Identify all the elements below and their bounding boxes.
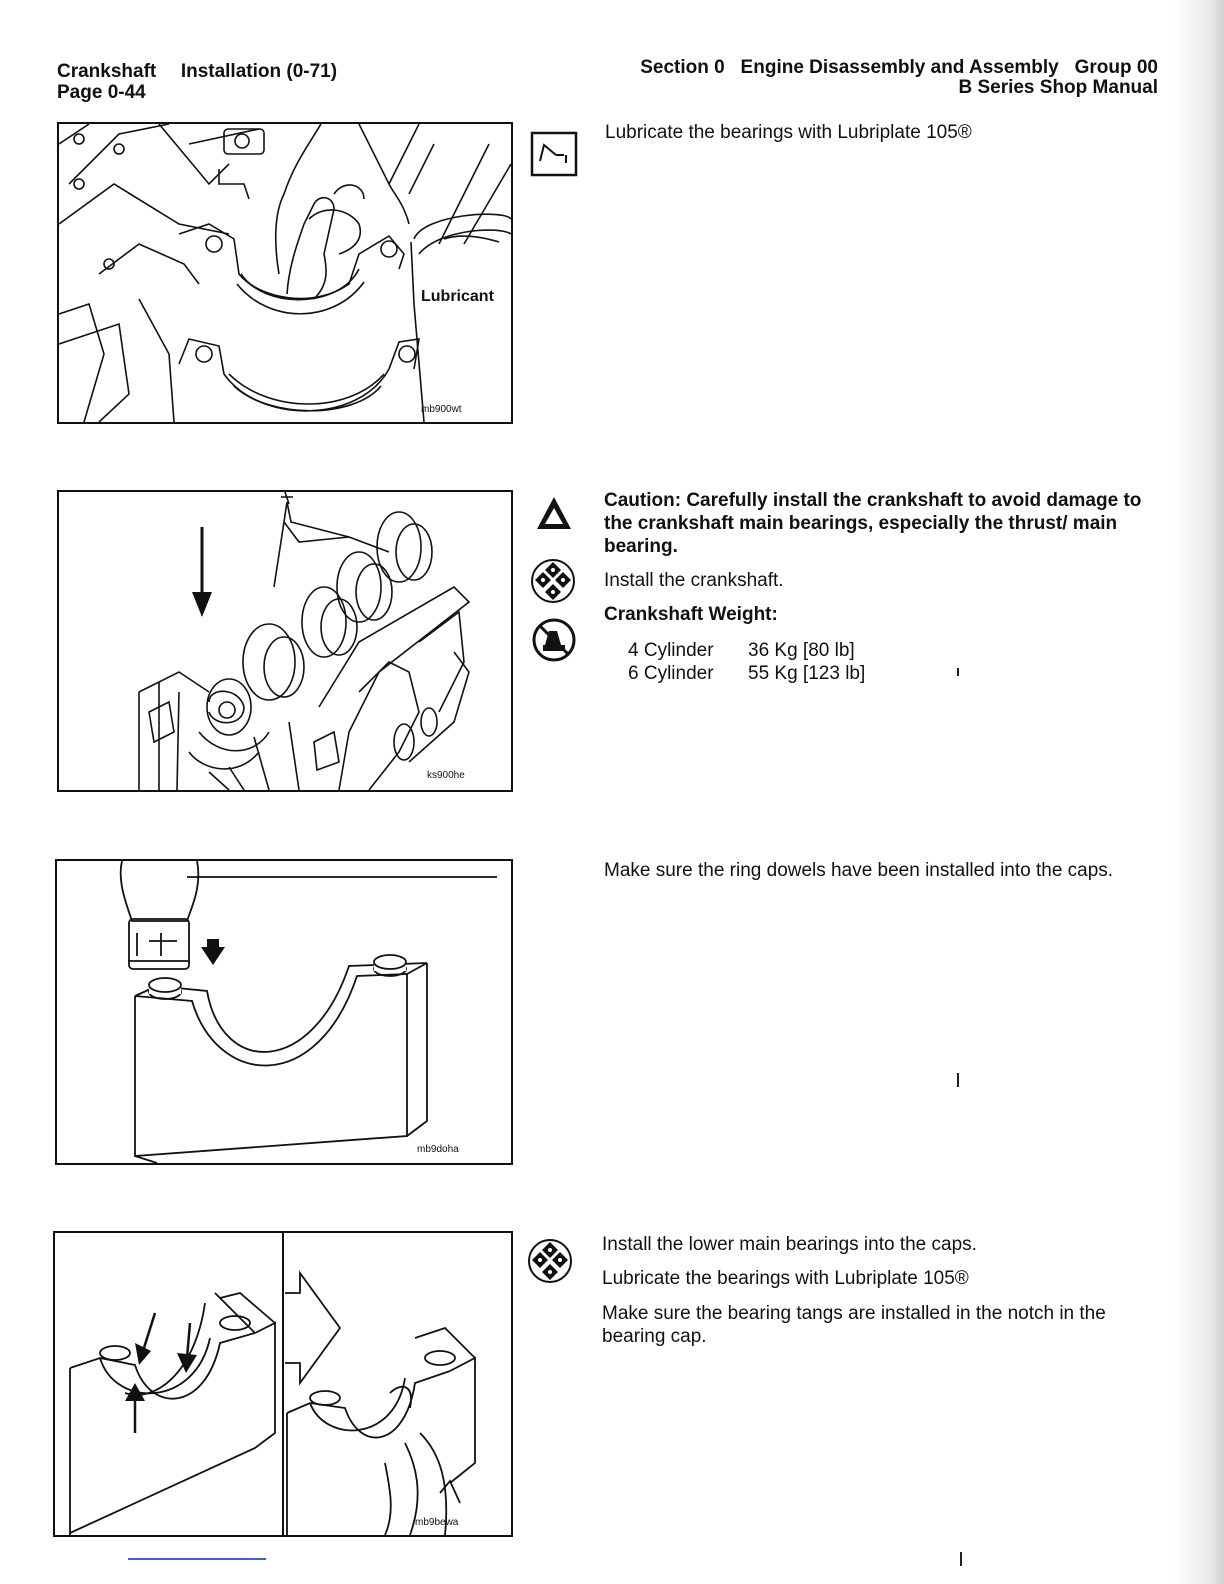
- figure-code: mb900wt: [421, 404, 462, 415]
- figure-crankshaft-drawing: [59, 492, 511, 790]
- spec-row-4-cylinder: [628, 639, 855, 662]
- lubricate-bearings-text: Lubricate the bearings with Lubriplate 105®: [602, 1268, 969, 1289]
- figure-code: mb9doha: [417, 1144, 459, 1155]
- figure-ring-dowels: [55, 859, 513, 1165]
- scan-mark: [957, 1073, 959, 1087]
- figure-code: mb9bewa: [415, 1517, 459, 1528]
- install-icon: [529, 556, 577, 606]
- header-left-subtitle: Installation (0-71): [180, 61, 338, 82]
- ring-dowels-text: Make sure the ring dowels have been installed into the caps.: [604, 860, 1114, 881]
- lubricate-icon: [530, 131, 578, 177]
- caution-triangle-icon: [534, 494, 574, 532]
- weight-icon: [531, 617, 577, 663]
- header-left: [57, 61, 337, 82]
- figure-dowel-drawing: [57, 861, 511, 1163]
- install-crankshaft-text: Install the crankshaft.: [604, 570, 784, 591]
- scan-mark: [960, 1552, 962, 1566]
- figure-lubricate-bearings: [57, 122, 513, 424]
- figure-bearings-drawing: [55, 1233, 511, 1535]
- footer-rule: [128, 1558, 266, 1560]
- figure-lubricate-drawing: [59, 124, 511, 422]
- section-title: Section 0 Engine Disassembly and Assembly Group 00: [640, 57, 1158, 78]
- header-left-title: Crankshaft: [57, 61, 157, 82]
- caution-text: Caution: Carefully install the crankshaft to avoid damage to the crankshaft main bearings, especially the thrust/ main bearing.: [604, 490, 1142, 557]
- page-edge-shadow: [1172, 0, 1224, 1584]
- spec-value: 55 Kg [123 lb]: [748, 663, 866, 684]
- step1-text: Lubricate the bearings with Lubriplate 105®: [605, 122, 972, 143]
- figure-label-lubricant: Lubricant: [421, 288, 494, 305]
- figure-code: ks900he: [427, 770, 465, 781]
- spec-label: 6 Cylinder: [628, 663, 714, 684]
- spec-row-6-cylinder: [628, 662, 865, 685]
- crankshaft-weight-title: Crankshaft Weight:: [604, 604, 778, 625]
- bearing-tangs-text: Make sure the bearing tangs are installed in the notch in the bearing cap.: [602, 1303, 1106, 1347]
- figure-lower-main-bearings: [53, 1231, 513, 1537]
- manual-title: B Series Shop Manual: [958, 77, 1158, 98]
- install-icon: [526, 1236, 574, 1286]
- page-number: Page 0-44: [57, 82, 146, 103]
- spec-value: 36 Kg [80 lb]: [748, 640, 855, 661]
- scan-mark: [957, 668, 959, 676]
- install-lower-bearings-text: Install the lower main bearings into the caps.: [602, 1234, 977, 1255]
- figure-install-crankshaft: [57, 490, 513, 792]
- spec-label: 4 Cylinder: [628, 640, 714, 661]
